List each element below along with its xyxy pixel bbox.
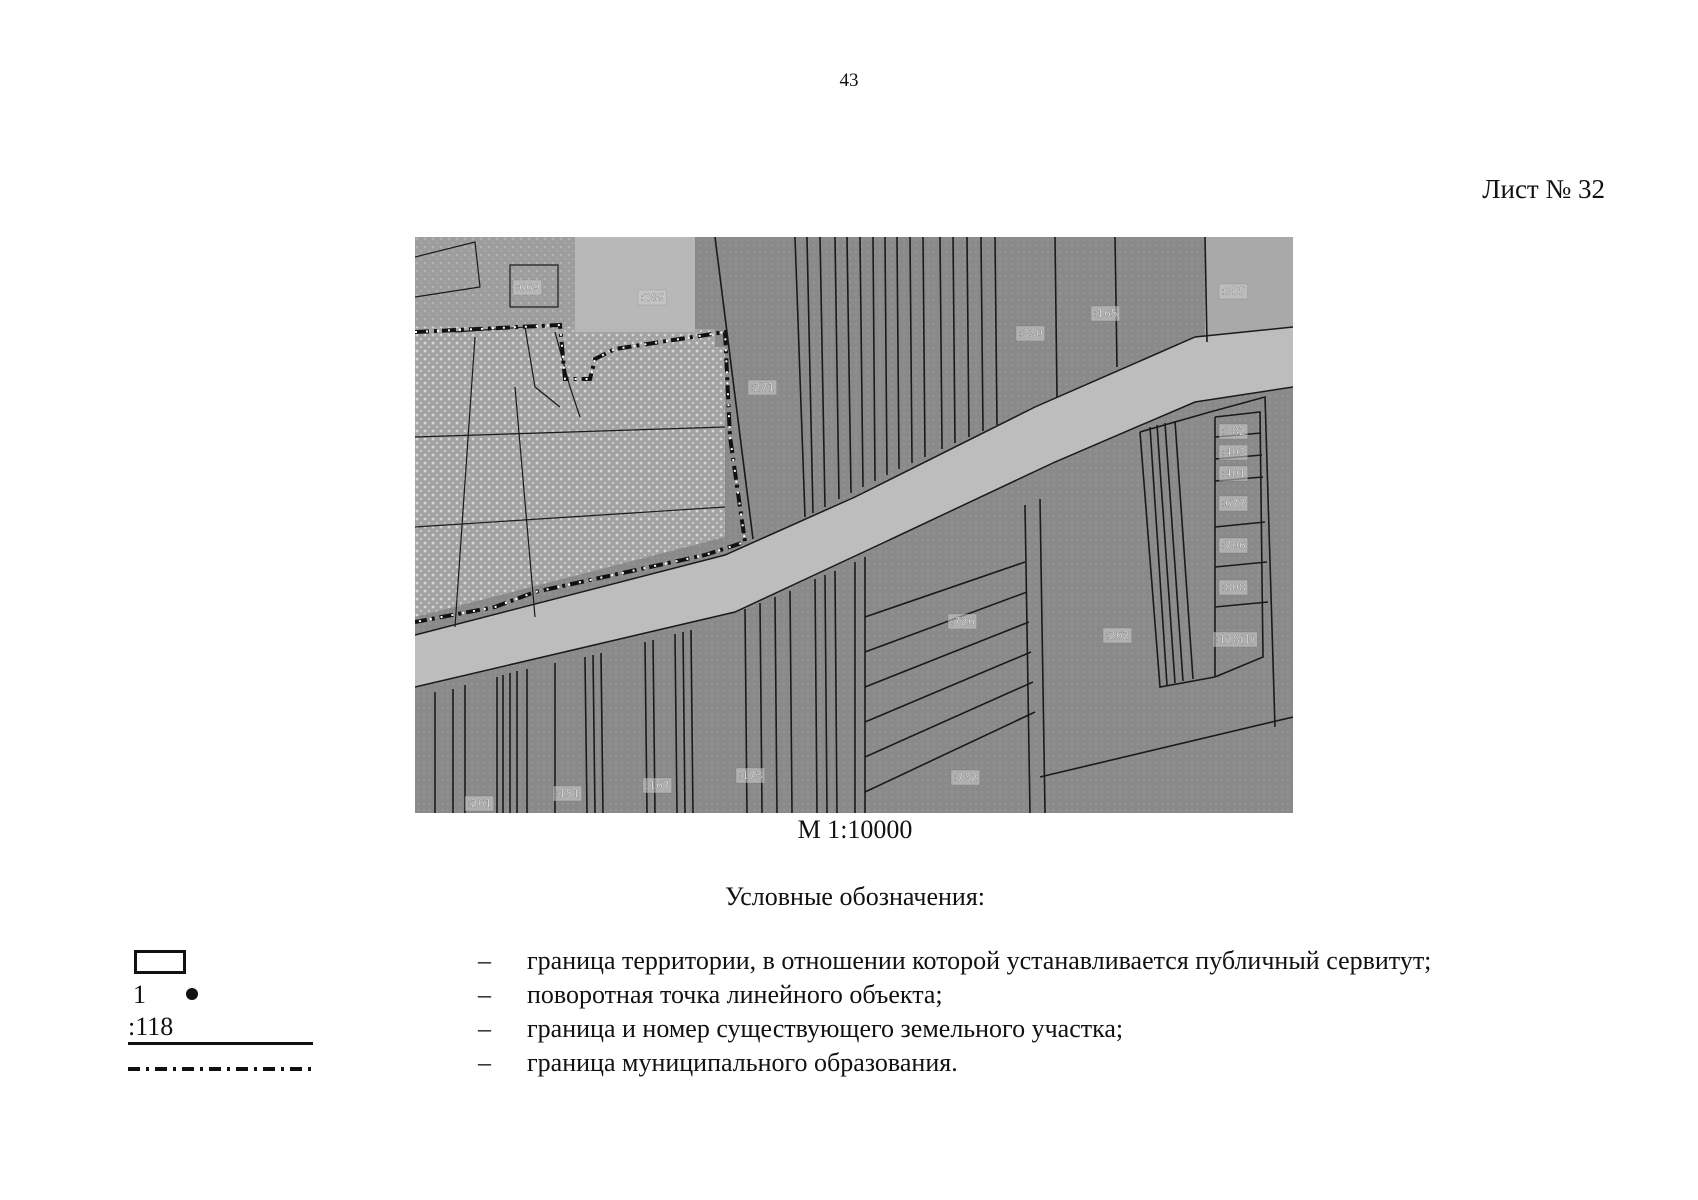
legend-row-parcel bbox=[0, 1014, 1698, 1046]
legend-dash: – bbox=[478, 1048, 491, 1077]
legend-symbol-municipal-boundary bbox=[128, 1048, 328, 1080]
sheet-label: Лист № 32 bbox=[1482, 174, 1605, 204]
parcel-label: :401 bbox=[1221, 467, 1246, 480]
legend-dash: – bbox=[478, 946, 491, 975]
parcel-label: :128(1) bbox=[1215, 633, 1256, 646]
legend-dash: – bbox=[478, 980, 491, 1009]
field-light bbox=[575, 237, 695, 332]
cadastral-map bbox=[415, 237, 1293, 813]
parcel-label: :262 bbox=[1105, 629, 1130, 642]
turning-point-number: 1 bbox=[133, 980, 146, 1009]
parcel-label: :355 bbox=[1221, 285, 1246, 298]
parcel-label: :808 bbox=[1221, 581, 1246, 594]
parcel-line-icon bbox=[128, 1042, 313, 1045]
parcel-label: :330 bbox=[1018, 327, 1043, 340]
parcel-label: :403 bbox=[1221, 446, 1246, 459]
legend-description: граница муниципального образования. bbox=[527, 1048, 958, 1077]
parcel-label: :261 bbox=[467, 797, 492, 810]
parcel-label: :382 bbox=[1221, 425, 1246, 438]
legend-title: Условные обозначения: bbox=[724, 882, 986, 911]
parcel-label: :669 bbox=[515, 281, 540, 294]
servitude-box-icon bbox=[134, 950, 186, 974]
parcel-label: :165 bbox=[1093, 307, 1118, 320]
legend-row-municipal bbox=[0, 1048, 1698, 1080]
legend-description: граница территории, в отношении которой устанавливается публичный сервитут; bbox=[527, 946, 1432, 975]
legend-symbol-servitude-box bbox=[128, 946, 328, 978]
parcel-label: :151 bbox=[555, 787, 580, 800]
parcel-label: :289 bbox=[640, 291, 665, 304]
parcel-label: :173 bbox=[738, 769, 763, 782]
legend-symbol-turning-point bbox=[128, 980, 328, 1012]
page-number: 43 bbox=[839, 70, 859, 91]
legend-row-turning-point bbox=[0, 980, 1698, 1012]
parcel-label: :271 bbox=[750, 381, 775, 394]
parcel-label: :167 bbox=[645, 779, 670, 792]
legend-row-servitude bbox=[0, 946, 1698, 978]
parcel-label: :706 bbox=[1221, 539, 1246, 552]
legend-symbol-parcel-boundary bbox=[128, 1014, 328, 1046]
parcel-label: :726 bbox=[950, 615, 975, 628]
parcel-label: :677 bbox=[1221, 497, 1246, 510]
legend-description: поворотная точка линейного объекта; bbox=[527, 980, 943, 1009]
map-scale: М 1:10000 bbox=[797, 815, 913, 844]
parcel-number-sample: :118 bbox=[128, 1012, 174, 1041]
legend-description: граница и номер существующего земельного участка; bbox=[527, 1014, 1124, 1043]
point-icon bbox=[186, 988, 198, 1000]
dash-dot-line-icon bbox=[128, 1067, 313, 1071]
legend-dash: – bbox=[478, 1014, 491, 1043]
parcel-label: :732 bbox=[953, 771, 978, 784]
map-canvas bbox=[415, 237, 1293, 813]
